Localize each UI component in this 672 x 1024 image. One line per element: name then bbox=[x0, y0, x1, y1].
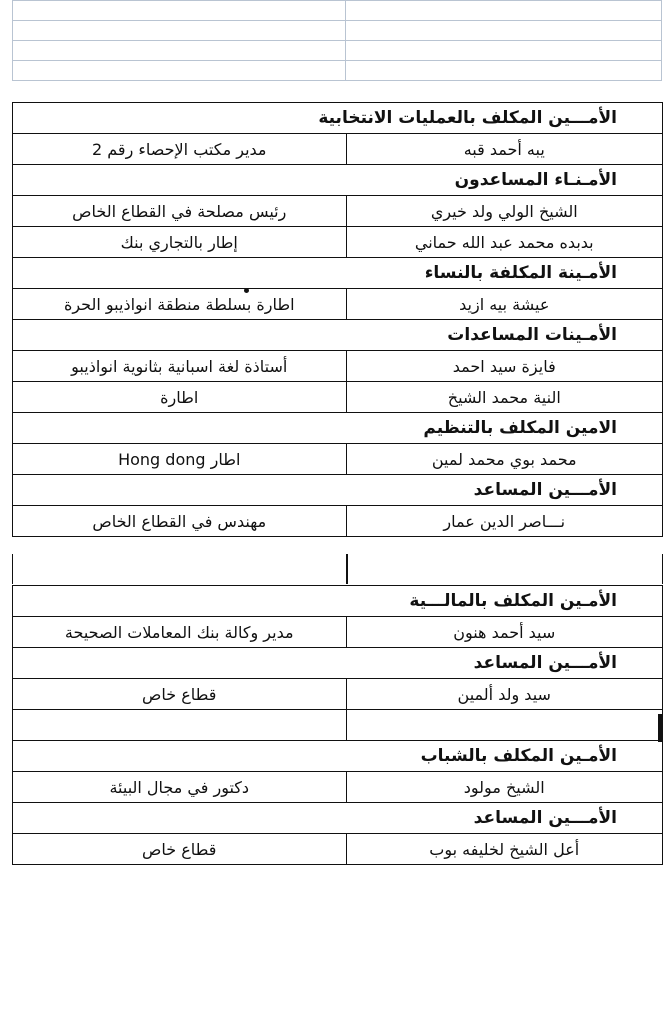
section-heading-row bbox=[13, 320, 663, 351]
section-heading: الأمـــين المساعد bbox=[346, 803, 663, 834]
member-name: عيشة بيه ازيد bbox=[346, 289, 663, 320]
section-heading: الأمـــين المكلف بالعمليات الانتخابية bbox=[346, 103, 663, 134]
member-row bbox=[13, 227, 663, 258]
member-row bbox=[13, 617, 663, 648]
member-position: أستاذة لغة اسبانية بثانوية انواذيبو bbox=[13, 351, 347, 382]
section-heading-row bbox=[13, 258, 663, 289]
empty-grid-header bbox=[12, 0, 662, 81]
member-name: نـــاصر الدين عمار bbox=[346, 506, 663, 537]
heading-left-cell bbox=[13, 475, 347, 506]
section-heading-row bbox=[13, 741, 663, 772]
section-heading: الأمـــين المساعد bbox=[346, 648, 663, 679]
member-name: الشيخ مولود bbox=[346, 772, 663, 803]
heading-left-cell bbox=[13, 413, 347, 444]
heading-left-cell bbox=[13, 103, 347, 134]
member-row bbox=[13, 289, 663, 320]
section-heading-row bbox=[13, 648, 663, 679]
member-position: قطاع خاص bbox=[13, 834, 347, 865]
section-heading: الأمـين المكلف بالشباب bbox=[346, 741, 663, 772]
heading-left-cell bbox=[13, 320, 347, 351]
member-row bbox=[13, 382, 663, 413]
section-heading: الامين المكلف بالتنظيم bbox=[346, 413, 663, 444]
blank-row bbox=[13, 710, 663, 741]
section-heading-row bbox=[13, 413, 663, 444]
section-heading: الأمـــين المساعد bbox=[346, 475, 663, 506]
section-heading: الأمـينات المساعدات bbox=[346, 320, 663, 351]
heading-left-cell bbox=[13, 586, 347, 617]
member-name: بدبده محمد عبد الله حماني bbox=[346, 227, 663, 258]
section-heading: الأمـينة المكلفة بالنساء bbox=[346, 258, 663, 289]
member-row bbox=[13, 444, 663, 475]
member-row bbox=[13, 772, 663, 803]
member-name: محمد بوي محمد لمين bbox=[346, 444, 663, 475]
member-position: اطارة بسلطة منطقة انواذيبو الحرة bbox=[13, 289, 347, 320]
member-position: رئيس مصلحة في القطاع الخاص bbox=[13, 196, 347, 227]
member-name: الشيخ الولي ولد خيري bbox=[346, 196, 663, 227]
heading-left-cell bbox=[13, 165, 347, 196]
spacer-divider bbox=[346, 554, 348, 584]
officials-table-2 bbox=[12, 585, 663, 865]
blank-cell bbox=[346, 710, 663, 741]
heading-left-cell bbox=[13, 258, 347, 289]
heading-left-cell bbox=[13, 648, 347, 679]
member-position: مدير وكالة بنك المعاملات الصحيحة bbox=[13, 617, 347, 648]
section-heading-row bbox=[13, 475, 663, 506]
section-heading: الأمـنـاء المساعدون bbox=[346, 165, 663, 196]
member-name: سيد أحمد هنون bbox=[346, 617, 663, 648]
section-heading: الأمـين المكلف بالمالـــية bbox=[346, 586, 663, 617]
section-heading-row bbox=[13, 103, 663, 134]
blank-cell bbox=[13, 710, 347, 741]
member-position: إطار بالتجاري بنك bbox=[13, 227, 347, 258]
member-position: دكتور في مجال البيئة bbox=[13, 772, 347, 803]
member-position: اطار Hong dong bbox=[13, 444, 347, 475]
member-name: النية محمد الشيخ bbox=[346, 382, 663, 413]
member-row bbox=[13, 134, 663, 165]
member-position: اطارة bbox=[13, 382, 347, 413]
heading-left-cell bbox=[13, 803, 347, 834]
section-heading-row bbox=[13, 803, 663, 834]
member-row bbox=[13, 506, 663, 537]
member-name: يبه أحمد قبه bbox=[346, 134, 663, 165]
member-position: قطاع خاص bbox=[13, 679, 347, 710]
section-heading-row bbox=[13, 586, 663, 617]
section-heading-row bbox=[13, 165, 663, 196]
officials-table-1 bbox=[12, 102, 663, 537]
member-row bbox=[13, 351, 663, 382]
member-row bbox=[13, 834, 663, 865]
member-position: مدير مكتب الإحصاء رقم 2 bbox=[13, 134, 347, 165]
member-position: مهندس في القطاع الخاص bbox=[13, 506, 347, 537]
spacer-row bbox=[12, 554, 663, 584]
member-row bbox=[13, 196, 663, 227]
member-name: فايزة سيد احمد bbox=[346, 351, 663, 382]
member-name: سيد ولد ألمين bbox=[346, 679, 663, 710]
heading-left-cell bbox=[13, 741, 347, 772]
edge-mark bbox=[658, 714, 663, 742]
stray-dot bbox=[244, 288, 249, 293]
member-row bbox=[13, 679, 663, 710]
member-name: أعل الشيخ لخليفه بوب bbox=[346, 834, 663, 865]
